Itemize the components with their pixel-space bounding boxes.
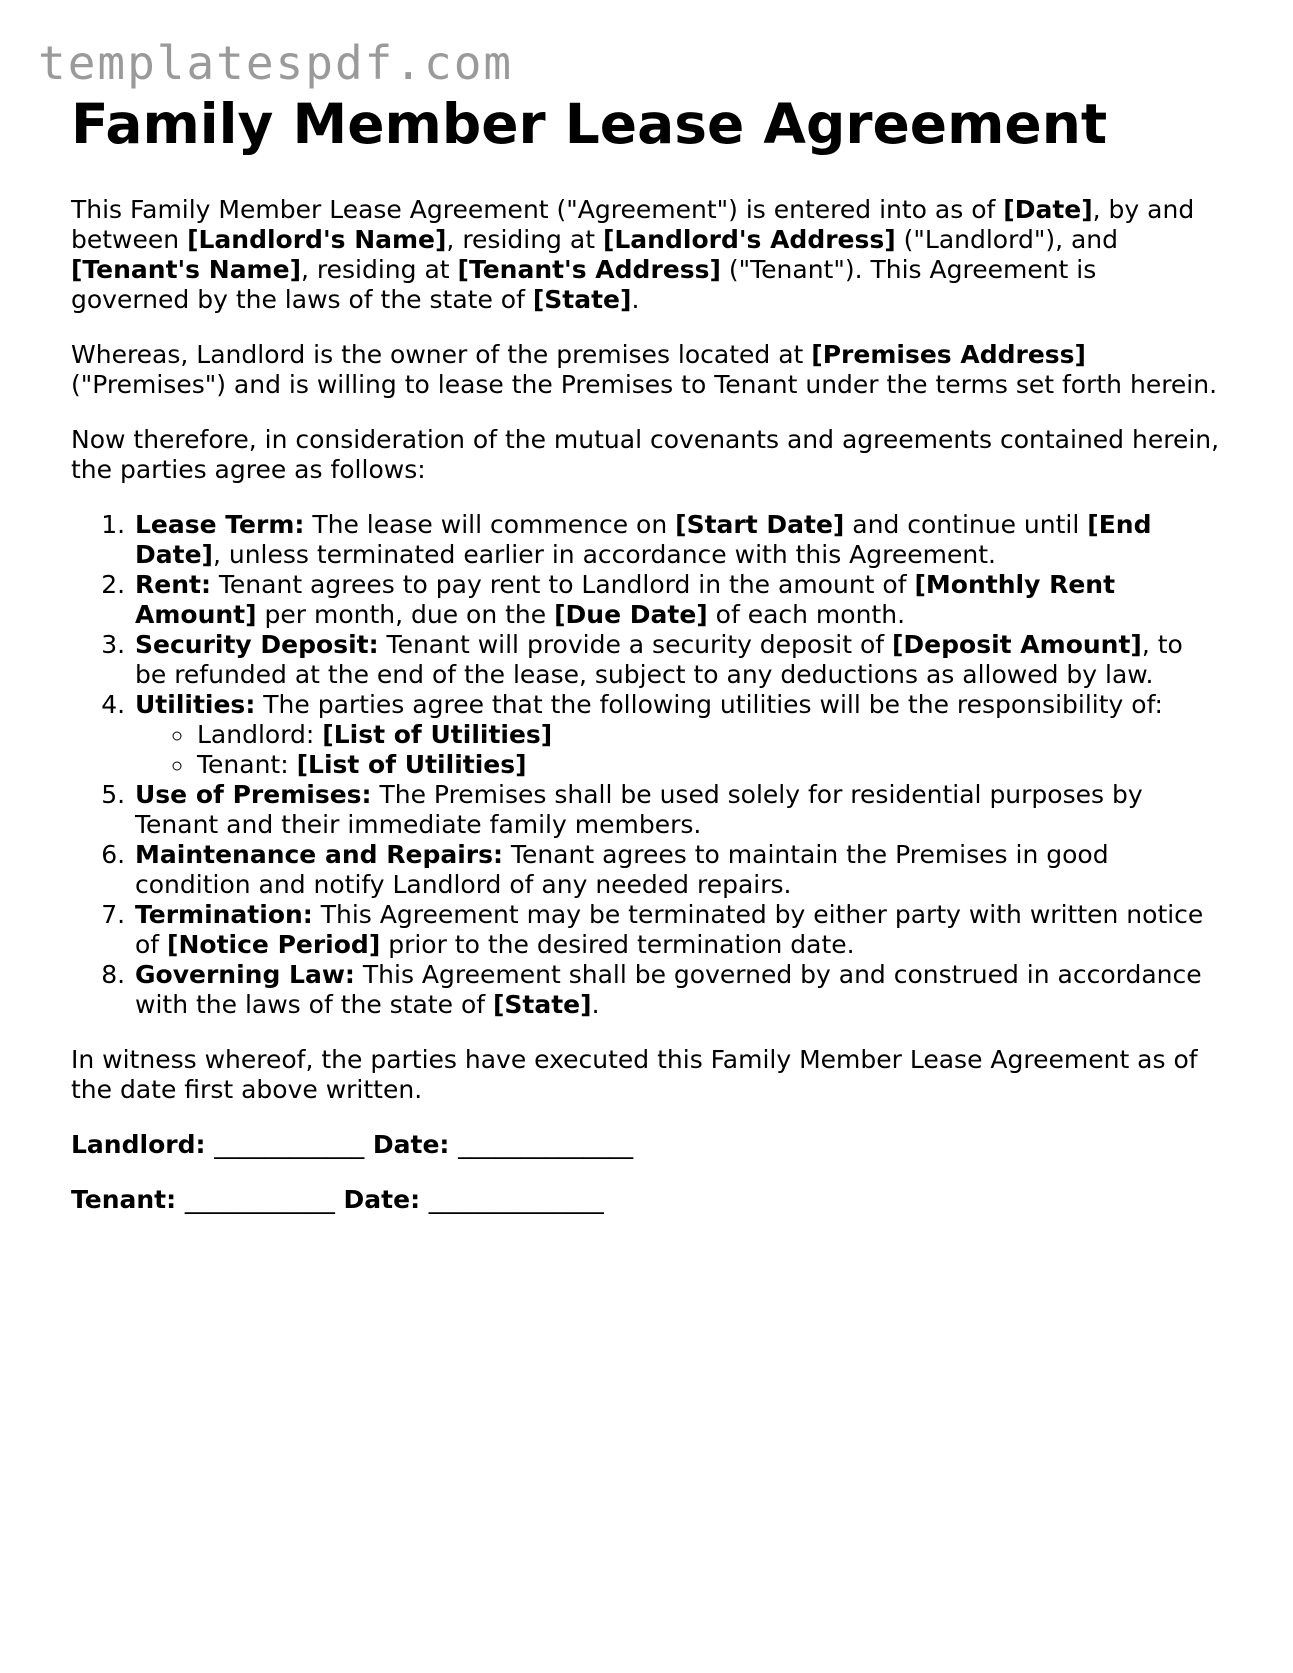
term-use: 5. Use of Premises: The Premises shall be used solely for residential purposes by Tenant and their immediate family members. — [133, 780, 1221, 840]
state-placeholder: [State] — [532, 284, 632, 314]
term-maintenance: 6. Maintenance and Repairs: Tenant agrees to maintain the Premises in good condition and notify Landlord of any needed repairs. — [133, 840, 1221, 900]
tenant-address-placeholder: [Tenant's Address] — [457, 254, 721, 284]
tenant-signature-line: Tenant: ____________ Date: ______________ — [71, 1184, 604, 1214]
tenant-date-field[interactable]: ______________ — [428, 1184, 604, 1214]
watermark: templatespdf.com — [38, 36, 514, 90]
term-termination: 7. Termination: This Agreement may be terminated by either party with written notice of [Notice Period] prior to the desired termination date. — [133, 900, 1221, 960]
now-therefore-paragraph: Now therefore, in consideration of the mutual covenants and agreements contained herein, the parties agree as follows: — [71, 424, 1220, 484]
landlord-address-placeholder: [Landlord's Address] — [602, 224, 896, 254]
document-title: Family Member Lease Agreement — [71, 92, 1108, 156]
utilities-tenant: ◦ Tenant: [List of Utilities] — [195, 750, 1221, 780]
whereas-paragraph: Whereas, Landlord is the owner of the premises located at [Premises Address] ("Premises") and is willing to lease the Premises to Tenant under the terms set forth herein. — [71, 339, 1218, 399]
landlord-signature-field[interactable]: ____________ — [214, 1129, 365, 1159]
tenant-name-placeholder: [Tenant's Name] — [71, 254, 301, 284]
utilities-landlord: ◦ Landlord: [List of Utilities] — [195, 720, 1221, 750]
term-utilities: 4. Utilities: The parties agree that the following utilities will be the responsibility of: ◦ Landlord: [List of Utilities] ◦ Tenant: [List of Utilities] — [133, 690, 1221, 780]
utilities-sublist — [135, 720, 1221, 780]
document-page — [71, 94, 1221, 1215]
tenant-signature-field[interactable]: ____________ — [184, 1184, 335, 1214]
landlord-date-field[interactable]: ______________ — [458, 1129, 634, 1159]
date-placeholder: [Date] — [1003, 194, 1093, 224]
landlord-name-placeholder: [Landlord's Name] — [187, 224, 447, 254]
term-rent: 2. Rent: Tenant agrees to pay rent to Landlord in the amount of [Monthly Rent Amount] per month, due on the [Due Date] of each month. — [133, 570, 1221, 630]
premises-address-placeholder: [Premises Address] — [811, 339, 1086, 369]
witness-paragraph: In witness whereof, the parties have executed this Family Member Lease Agreement as of the date first above written. — [71, 1044, 1198, 1104]
terms-list — [71, 510, 1221, 1020]
term-lease: 1. Lease Term: The lease will commence on [Start Date] and continue until [End Date], unless terminated earlier in accordance with this Agreement. — [133, 510, 1221, 570]
landlord-signature-line: Landlord: ____________ Date: ______________ — [71, 1129, 634, 1159]
intro-paragraph: This Family Member Lease Agreement ("Agreement") is entered into as of [Date], by and between [Landlord's Name], residing at [Landlord's Address] ("Landlord"), and [Tenant's Name], residing at [Tenant's Address] ("Tenant"). This Agreement is governed by the laws of the state of [State]. — [71, 194, 1195, 314]
term-governing-law: 8. Governing Law: This Agreement shall be governed by and construed in accordance with the laws of the state of [State]. — [133, 960, 1221, 1020]
term-deposit: 3. Security Deposit: Tenant will provide a security deposit of [Deposit Amount], to be refunded at the end of the lease, subject to any deductions as allowed by law. — [133, 630, 1221, 690]
